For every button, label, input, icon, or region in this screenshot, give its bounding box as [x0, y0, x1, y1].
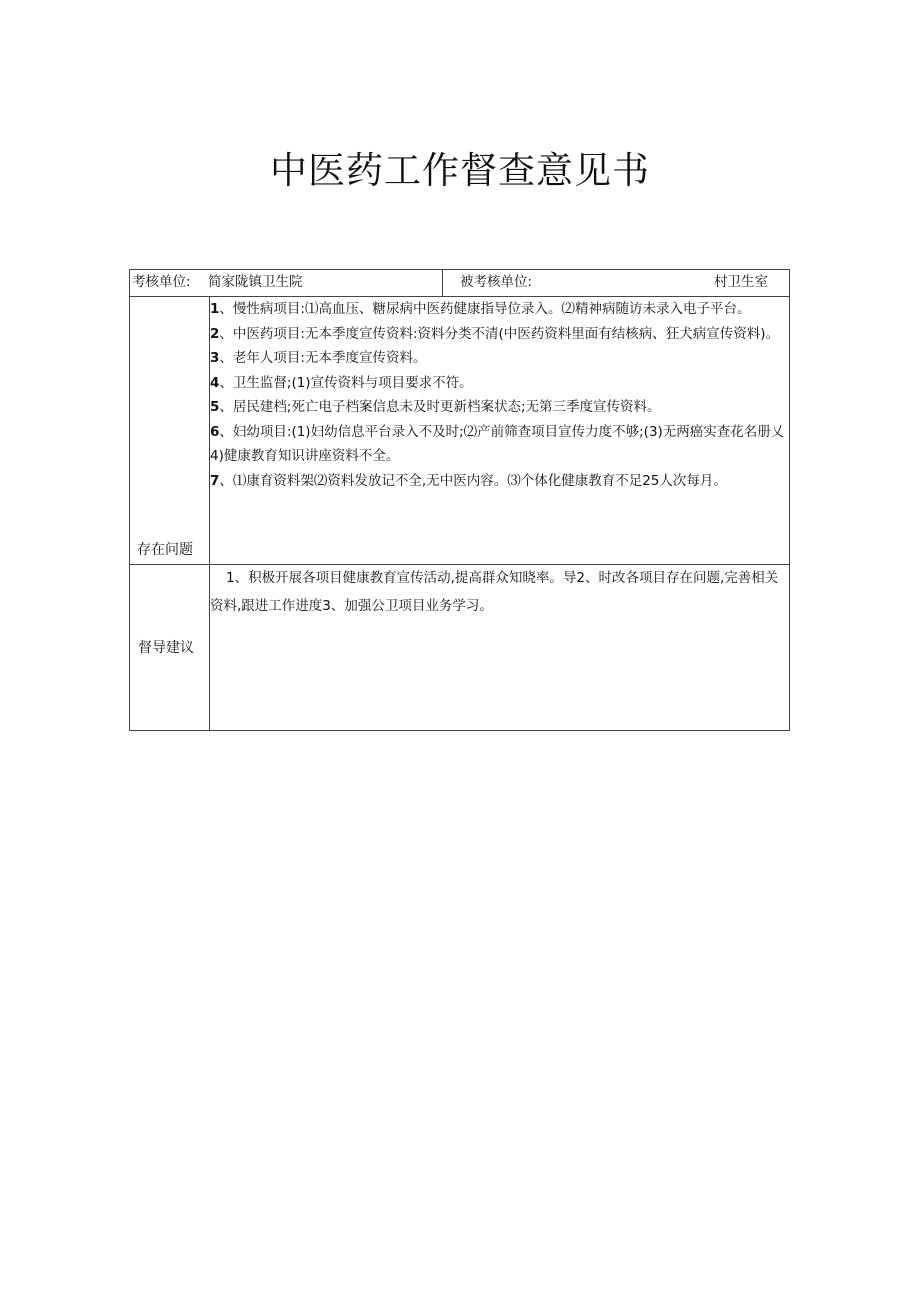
- issues-label: 存在问题: [137, 542, 193, 558]
- advice-text: 1、积极开展各项目健康教育宣传活动,提高群众知晓率。导2、时改各项目存在问题,完善相关资料,跟进工作进度3、加强公卫项目业务学习。: [210, 570, 779, 614]
- list-item: 5、居民建档;死亡电子档案信息未及时更新档案状态;无第三季度宣传资料。: [210, 399, 661, 415]
- header-row: [130, 270, 789, 297]
- page-title: 中医药工作督查意见书: [270, 149, 650, 192]
- list-item: 7、⑴康育资料架⑵资料发放记不全,无中医内容。⑶个体化健康教育不足25人次每月。: [210, 472, 727, 489]
- issues-list: [210, 297, 786, 561]
- inspection-table: [129, 269, 790, 731]
- advice-row: [130, 565, 789, 730]
- list-item: 3、老年人项目:无本季度宣传资料。: [210, 350, 427, 366]
- unit-label: 考核单位:: [132, 274, 191, 290]
- list-item: 2、中医药项目:无本季度宣传资料:资料分类不清(中医药资料里面有结核病、狂犬病宣传资料)。: [210, 325, 780, 342]
- issues-row: [130, 297, 789, 565]
- list-item: 1、慢性病项目:⑴高血压、糖尿病中医药健康指导位录入。⑵精神病随访未录入电子平台。: [210, 301, 751, 317]
- advice-label: 督导建议: [138, 640, 194, 656]
- header-divider: [442, 270, 443, 296]
- target-unit-value: 村卫生室: [714, 274, 768, 290]
- unit-value: 简家陇镇卫生院: [208, 274, 303, 290]
- list-item: 4、卫生监督;(1)宣传资料与项目要求不符。: [210, 374, 473, 391]
- target-unit-label: 被考核单位:: [460, 274, 533, 290]
- list-item: 6、妇幼项目:(1)妇幼信息平台录入不及时;⑵产前筛查项目宣传力度不够;(3)无两癌实查花名册乂4)健康教育知识讲座资料不全。: [210, 423, 785, 464]
